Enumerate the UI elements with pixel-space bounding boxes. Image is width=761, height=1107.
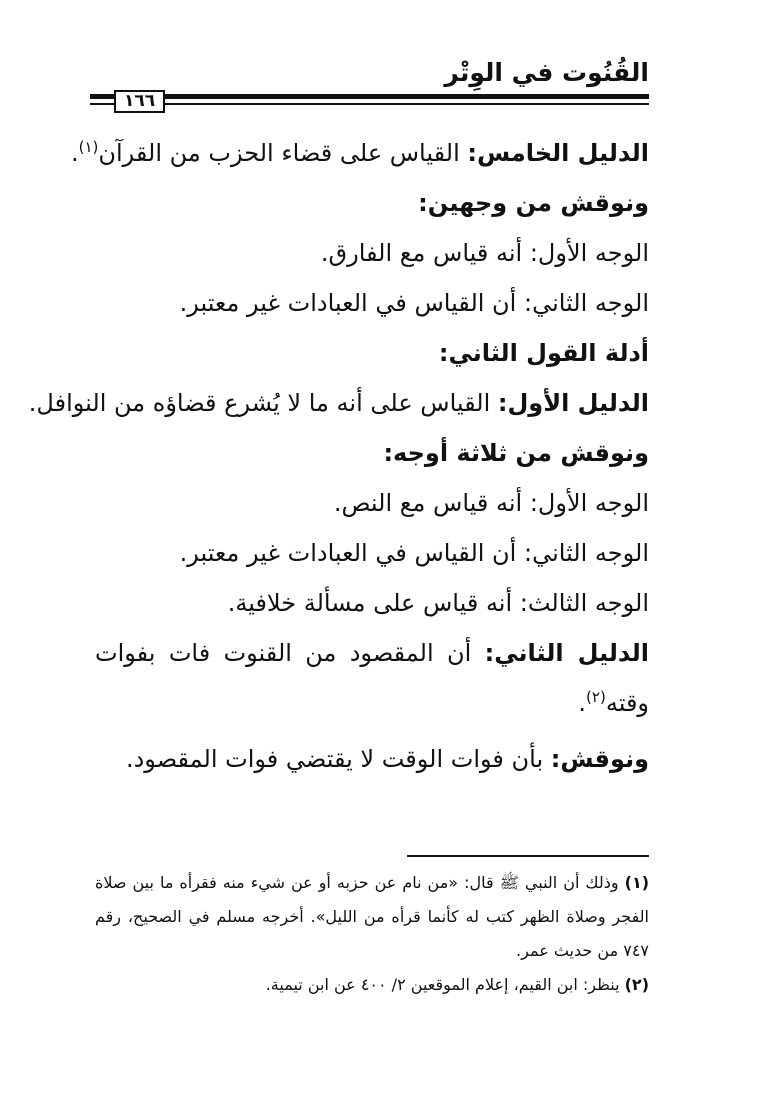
footnotes (95, 866, 649, 1002)
rebuttal-heading: ونوقش: (550, 745, 649, 773)
evidence-two-heading: الدليل الثاني: (484, 639, 649, 667)
evidence-one-heading: الدليل الأول: (497, 389, 649, 417)
evidence-two-text: أن المقصود من القنوت فات بفوات وقته (95, 639, 649, 717)
footnote-2 (95, 968, 649, 1002)
main-text (28, 128, 649, 784)
aspect-one-line: الوجه الأول: أنه قياس مع الفارق. (320, 239, 649, 267)
page-number: ١٦٦ (114, 90, 165, 113)
footnote-1-number: (١) (624, 873, 650, 892)
text-line-evidence-five (70, 128, 649, 178)
header-rule-thick-line (90, 94, 649, 99)
aspect-two-line: الوجه الثاني: أن القياس في العبادات غير معتبر. (179, 289, 649, 317)
header-rule-thin-line (90, 103, 649, 105)
text-line-evidence-one (28, 378, 649, 428)
evidence-five-end: . (70, 139, 79, 167)
footnote-1-text: وذلك أن النبي ﷺ قال: «من نام عن حزبه أو عن شيء منه فقرأه ما بين صلاة الفجر وصلاة الظهر كتب له كأنما قرأه من الليل». أخرجه مسلم في الصحيح، رقم ٧٤٧ من حديث عمر. (95, 873, 649, 960)
aspect-two-text-line: الوجه الثاني: أن القياس في العبادات غير معتبر. (179, 539, 649, 567)
header-rule (90, 91, 649, 111)
footnote-2-number: (٢) (624, 975, 649, 994)
footnote-ref-1: (١) (78, 138, 99, 156)
rebuttal-text: بأن فوات الوقت لا يقتضي فوات المقصود. (125, 745, 551, 773)
aspect-one-text-line: الوجه الأول: أنه قياس مع النص. (333, 489, 649, 517)
text-line-rebuttal (95, 734, 649, 784)
footnote-1 (95, 866, 649, 968)
footnote-separator (407, 855, 649, 857)
evidence-one-text: القياس على أنه ما لا يُشرع قضاؤه من النوافل. (28, 389, 498, 417)
text-para-evidence-two (95, 628, 649, 728)
aspect-three-text-line: الوجه الثالث: أنه قياس على مسألة خلافية. (227, 589, 649, 617)
running-header-title: القُنُوت في الوِتْر (444, 58, 649, 87)
evidence-five-heading: الدليل الخامس: (467, 139, 649, 167)
footnote-2-text: ينظر: ابن القيم، إعلام الموقعين ٢/ ٤٠٠ عن ابن تيمية. (265, 975, 620, 994)
evidence-five-text: القياس على قضاء الحزب من القرآن (98, 139, 468, 167)
evidence-two-end: . (578, 689, 587, 717)
footnote-ref-2: (٢) (586, 688, 606, 706)
second-opinion-evidence-heading: أدلة القول الثاني: (438, 339, 649, 367)
discussion-three-aspects-heading: ونوقش من ثلاثة أوجه: (383, 439, 649, 467)
discussion-two-aspects-heading: ونوقش من وجهين: (418, 189, 649, 217)
